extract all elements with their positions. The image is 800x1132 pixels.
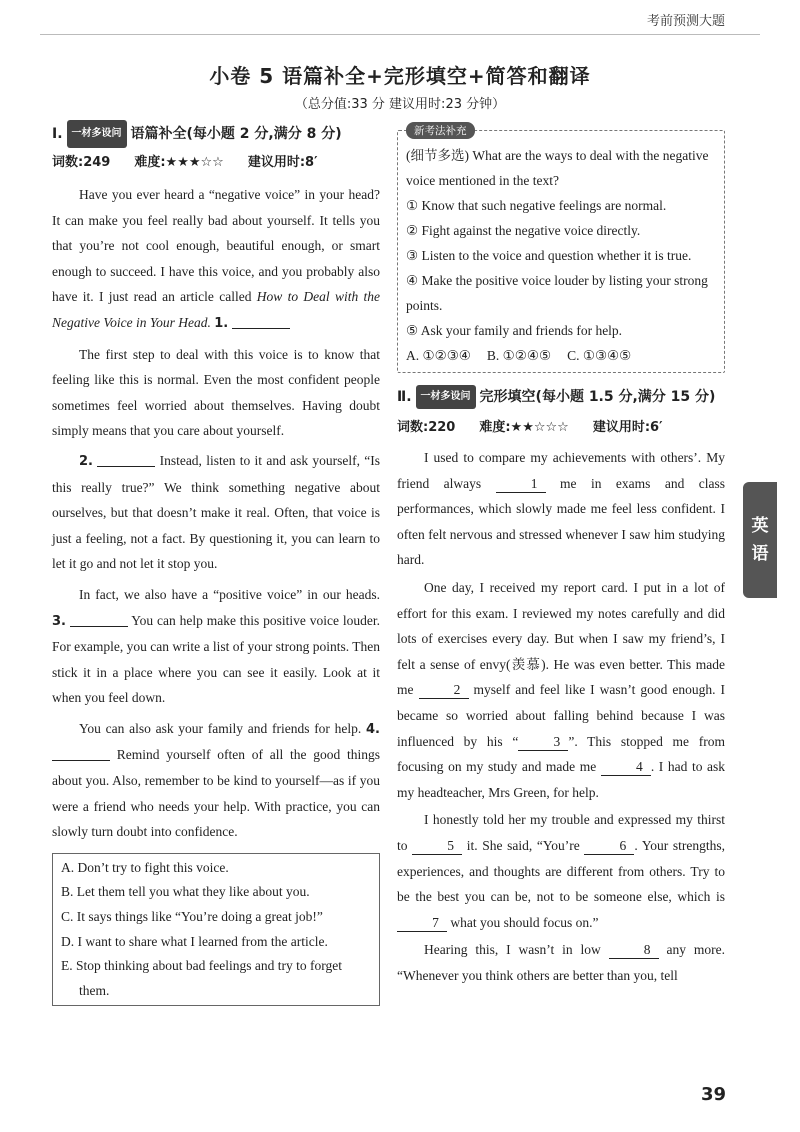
page-title: 小卷 5 语篇补全+完形填空+简答和翻译	[209, 64, 591, 88]
subject-side-tab: 英 语	[743, 482, 777, 598]
answer-blank[interactable]	[70, 612, 128, 627]
tip-header: 新考法补充	[406, 122, 475, 139]
header-tag: 考前预测大题	[646, 14, 725, 29]
options-box	[52, 853, 380, 1007]
option-item: C. It says things like “You’re doing a great job!”	[61, 909, 323, 925]
cloze-blank[interactable]: 4	[601, 759, 651, 776]
check-badge-icon: 一材多设问	[67, 120, 127, 148]
cloze-paragraph: One day, I received my report card. I put in a lot of effort for this exam. I reviewed my notes carefully and did lots of exercises every day. But when I saw my friend’s, I felt a sense of envy(羡慕). He was even better. This made me 2 myself and feel like I wasn’t good enough. I became so worried about falling behind because I was influenced by his “ 3 ”. This stopped me from focusing on my study and made me 4 . I had to ask my headteacher, Mrs Green, for help.	[397, 579, 726, 800]
check-badge-icon: 一材多设问	[416, 385, 476, 409]
answer-blank[interactable]	[52, 746, 110, 761]
passage-paragraph: In fact, we also have a “positive voice” in our heads. 3. You can help make this positive voice louder. For example, you can write a list of your strong points. Then stick it in a place where you can see it easily. Look at it when you feel down.	[52, 586, 381, 706]
passage-paragraph: The first step to deal with this voice is to know that feeling like this is normal. Even the most confident people sometimes feel worried about themselves. Having doubt simply means that you care about yourself.	[52, 346, 380, 439]
section-2-meta: 词数:220 难度:★★☆☆☆ 建议用时:6′	[397, 415, 725, 441]
cloze-blank[interactable]: 2	[419, 682, 469, 699]
right-column	[397, 120, 725, 988]
section-1-title: Ⅰ. 一材多设问 语篇补全(每小题 2 分,满分 8 分)	[52, 120, 380, 148]
tip-box	[397, 125, 725, 373]
answer-blank[interactable]	[232, 314, 290, 329]
page-number: 39	[700, 1084, 726, 1105]
cloze-blank[interactable]: 3	[518, 734, 568, 751]
tip-question: (细节多选) What are the ways to deal with the negative voice mentioned in the text?	[406, 148, 709, 188]
cloze-blank[interactable]: 8	[609, 942, 659, 959]
section-2-title: Ⅱ. 一材多设问 完形填空(每小题 1.5 分,满分 15 分)	[397, 385, 725, 409]
tip-item: ① Know that such negative feelings are normal.	[406, 198, 667, 213]
cloze-blank[interactable]: 6	[584, 838, 634, 855]
header-divider	[40, 34, 760, 35]
passage-paragraph: You can also ask your family and friends for help. 4. Remind yourself often of all the good things about you. Also, remember to be kind to yourself—as if you were a friend who needs your help. With practice, you can slowly turn doubt into confidence.	[52, 720, 381, 840]
option-item: D. I want to share what I learned from the article.	[61, 933, 328, 949]
section-1-meta: 词数:249 难度:★★★☆☆ 建议用时:8′	[52, 150, 380, 176]
cloze-blank[interactable]: 1	[496, 476, 546, 493]
option-item: E. Stop thinking about bad feelings and try to forget	[61, 958, 342, 974]
tip-item: ⑤ Ask your family and friends for help.	[406, 323, 623, 338]
page-subtitle: （总分值:33 分 建议用时:23 分钟）	[294, 97, 506, 112]
difficulty-stars: 难度:★★★☆☆	[134, 155, 224, 170]
tip-item: ③ Listen to the voice and question whether it is true.	[406, 248, 692, 263]
passage-paragraph: 2. Instead, listen to it and ask yourself, “Is this really true?” We think something negative about ourselves, but that doesn’t make it real. Often, that voice is just a feeling, not a fact. By questioning it, you can learn to let it go and not let it stop you.	[52, 452, 381, 572]
cloze-paragraph: Hearing this, I wasn’t in low 8 any more. “Whenever you think others are better than you, tell	[397, 942, 726, 983]
option-item: A. Don’t try to fight this voice.	[61, 859, 229, 875]
option-item-continuation: them.	[79, 982, 110, 998]
cloze-paragraph: I used to compare my achievements with others’. My friend always 1 me in exams and class performances, which slowly made me feel less confident. I often felt nervous and stressed whenever I saw him studying hard.	[397, 450, 726, 568]
tip-item: ② Fight against the negative voice directly.	[406, 223, 641, 238]
cloze-paragraph: I honestly told her my trouble and expressed my thirst to 5 it. She said, “You’re 6 . Your strengths, experiences, and thoughts are different from others. Try to be the best you can be, not to be someone else, which is 7 what you should focus on.”	[397, 812, 726, 930]
cloze-blank[interactable]: 5	[412, 838, 462, 855]
difficulty-stars: 难度:★★☆☆☆	[479, 420, 569, 435]
cloze-blank[interactable]: 7	[397, 915, 447, 932]
answer-blank[interactable]	[97, 452, 155, 467]
passage-paragraph: Have you ever heard a “negative voice” in your head? It can make you feel really bad about yourself. It tells you that you’re not cool enough, beautiful enough, or smart enough to succeed. I have this voice, and you probably also have it. I just read an article called How to Deal with the Negative Voice in Your Head. 1.	[52, 187, 380, 331]
tip-item: ④ Make the positive voice louder by listing your strong points.	[406, 273, 708, 313]
option-item: B. Let them tell you what they like about you.	[61, 884, 310, 900]
left-column	[52, 120, 380, 1006]
tip-answers: A. ①②③④ B. ①②④⑤ C. ①③④⑤	[406, 348, 632, 363]
